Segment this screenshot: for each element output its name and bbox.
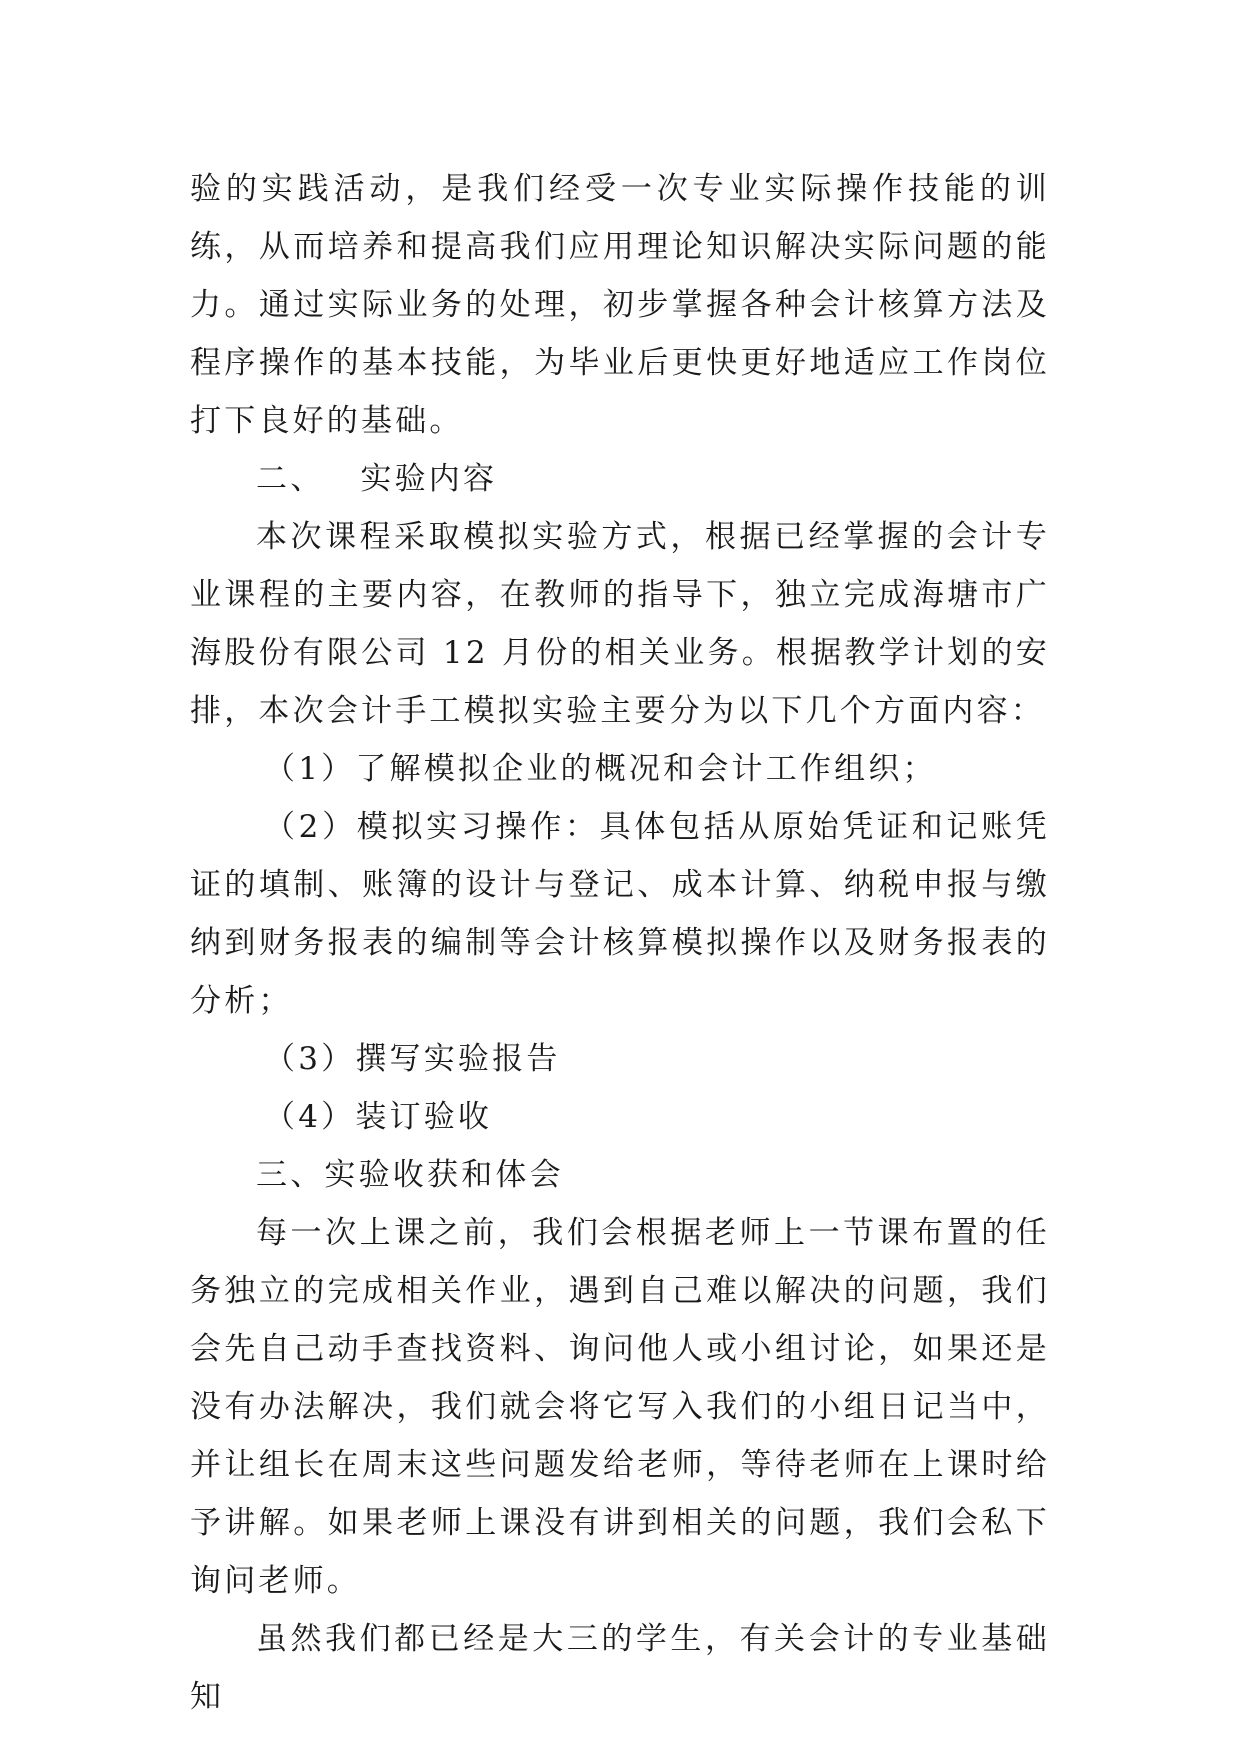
closing-paragraph: 虽然我们都已经是大三的学生，有关会计的专业基础知 <box>190 1621 1050 1715</box>
list-item-4: （4）装订验收 <box>264 1099 493 1135</box>
experience-paragraph: 每一次上课之前，我们会根据老师上一节课布置的任务独立的完成相关作业，遇到自己难以解决的问题，我们会先自己动手查找资料、询问他人或小组讨论，如果还是没有办法解决，我们就会将它写入我们的小组日记当中，并让组长在周末这些问题发给老师，等待老师在上课时给予讲解。如果老师上课没有讲到相关的问题，我们会私下询问老师。 <box>190 1215 1050 1599</box>
list-item-1: （1）了解模拟企业的概况和会计工作组织； <box>264 751 937 787</box>
section-2-title: 实验内容 <box>360 461 498 497</box>
list-item-2: （2）模拟实习操作：具体包括从原始凭证和记账凭证的填制、账簿的设计与登记、成本计算、纳税申报与缴纳到财务报表的编制等会计核算模拟操作以及财务报表的分析； <box>190 809 1050 1019</box>
section-2-number: 二、 <box>256 461 325 497</box>
document-body <box>190 160 1050 1726</box>
section-heading-2 <box>190 450 1050 508</box>
content-paragraph: 本次课程采取模拟实验方式，根据已经掌握的会计专业课程的主要内容，在教师的指导下，独立完成海塘市广海股份有限公司 12 月份的相关业务。根据教学计划的安排，本次会计手工模拟实验主要分为以下几个方面内容： <box>190 519 1050 729</box>
list-item-3: （3）撰写实验报告 <box>264 1041 561 1077</box>
intro-paragraph: 验的实践活动，是我们经受一次专业实际操作技能的训练，从而培养和提高我们应用理论知识解决实际问题的能力。通过实际业务的处理，初步掌握各种会计核算方法及程序操作的基本技能，为毕业后更快更好地适应工作岗位打下良好的基础。 <box>190 171 1050 439</box>
section-heading-3: 三、实验收获和体会 <box>256 1157 564 1193</box>
